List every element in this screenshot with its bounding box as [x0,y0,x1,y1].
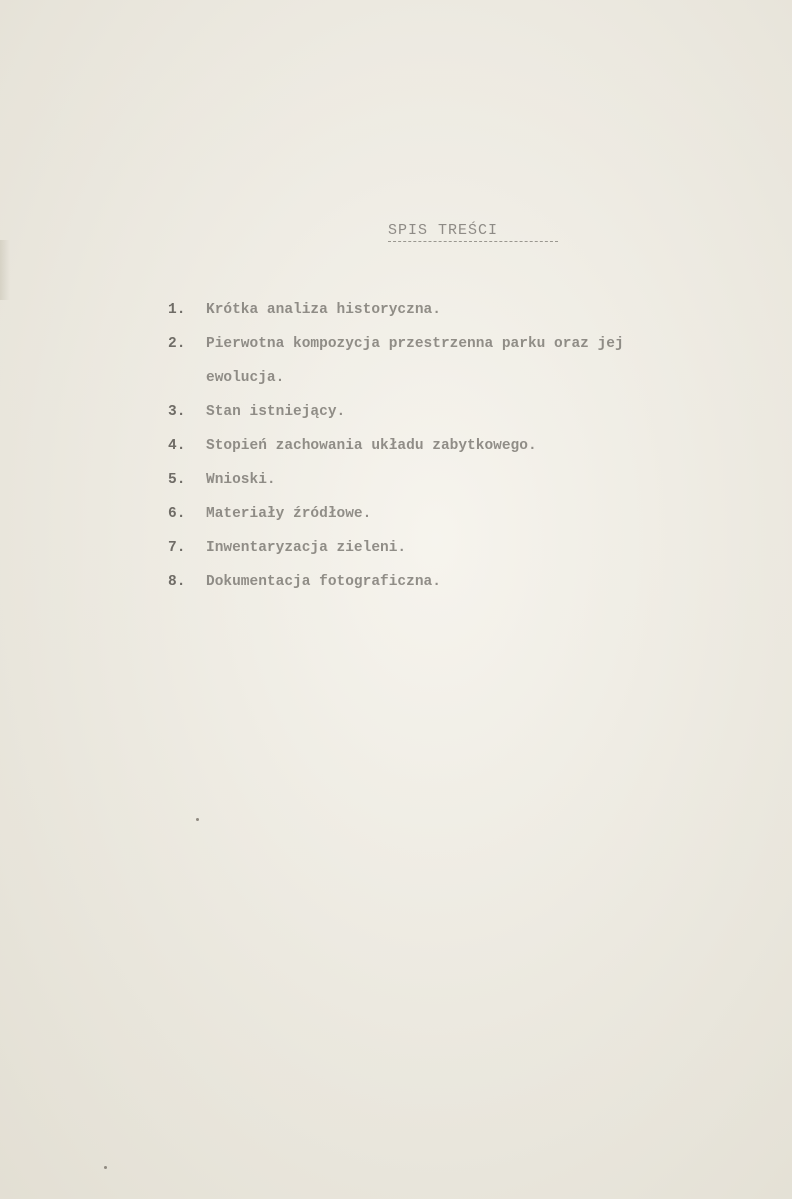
paper-speck [104,1166,107,1169]
toc-item-number: 8. [168,574,186,590]
toc-item [168,327,688,395]
toc-item-text: Krótka analiza historyczna. [206,302,441,318]
toc-item [168,531,688,565]
toc-item-text: Wnioski. [206,472,276,488]
toc-item-number: 5. [168,472,186,488]
toc-item [168,429,688,463]
toc-item-number: 1. [168,302,186,318]
table-of-contents [168,293,688,599]
toc-item-text: Dokumentacja fotograficzna. [206,574,441,590]
toc-item-text: Stopień zachowania układu zabytkowego. [206,438,537,454]
toc-item [168,565,688,599]
toc-item-number: 4. [168,438,186,454]
toc-item [168,395,688,429]
toc-item-text: Inwentaryzacja zieleni. [206,540,407,556]
toc-item-number: 2. [168,336,186,352]
toc-item-text: Materiały źródłowe. [206,506,372,522]
toc-item-text: Pierwotna kompozycja przestrzenna parku oraz jej ewolucja. [206,336,624,386]
toc-item-number: 6. [168,506,186,522]
paper-fold [0,240,10,300]
toc-item [168,497,688,531]
page-title: SPIS TREŚCI [388,222,558,242]
toc-item-text: Stan istniejący. [206,404,346,420]
paper-speck [196,818,199,821]
toc-item [168,293,688,327]
toc-item [168,463,688,497]
toc-item-number: 7. [168,540,186,556]
toc-item-number: 3. [168,404,186,420]
